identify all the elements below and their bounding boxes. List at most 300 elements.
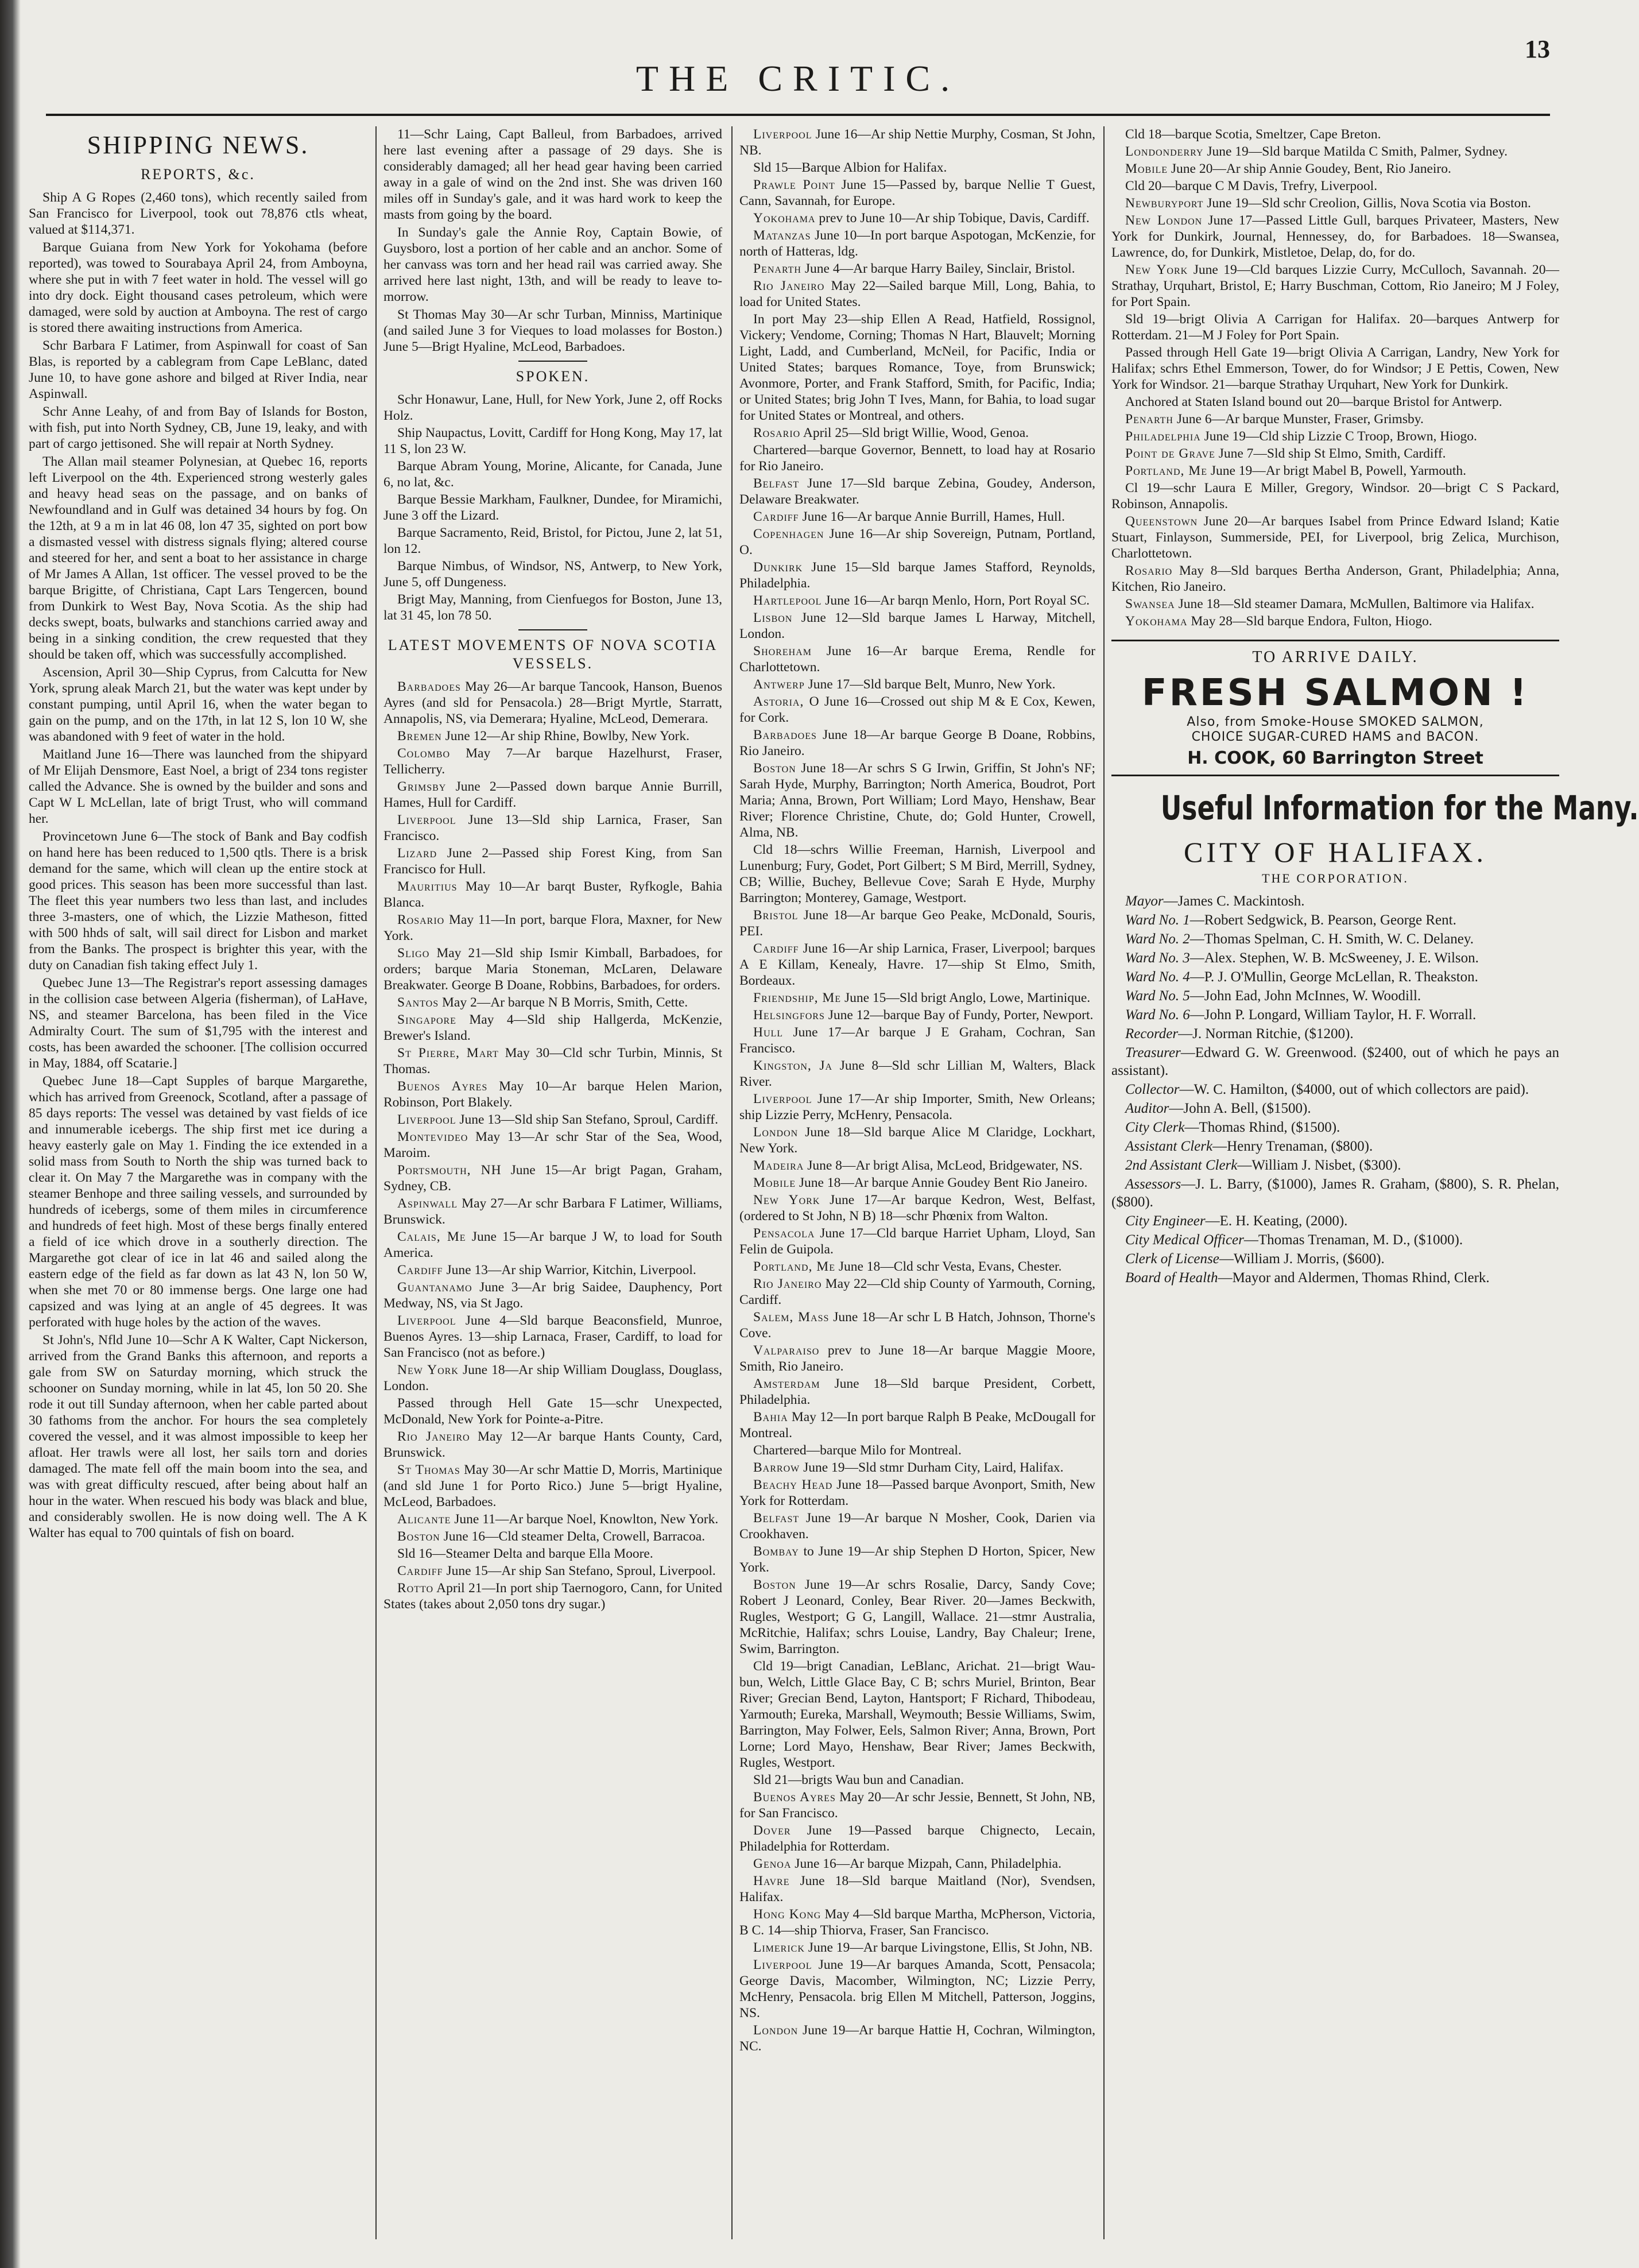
movement-entry xyxy=(383,812,722,844)
movement-entry xyxy=(1111,446,1559,462)
movement-text: May 4—Sld barque Martha, McPherson, Victoria, B C. 14—ship Thiorva, Fraser, San Francisco. xyxy=(739,1907,1095,1938)
movement-entry xyxy=(739,1007,1095,1023)
port-name: St Thomas xyxy=(397,1462,460,1477)
official-name: —William J. Nisbet, ($300). xyxy=(1237,1158,1401,1173)
movement-entry xyxy=(739,1658,1095,1771)
movement-entry xyxy=(383,1078,722,1110)
movement-text: Cld 18—schrs Willie Freeman, Harnish, Liverpool and Lunenburg; Fury, Godet, Port Gilbert; S M Bird, Merrill, Sydney, CB; Willie, Buchey, Bellevue Cove; Sarah E Hyde, Murphy Barrington; Monterey, Gamage, Westport. xyxy=(739,842,1095,905)
port-name: Yokohama xyxy=(753,211,816,226)
section-divider xyxy=(518,361,587,362)
movement-text: June 16—Ar ship Nettie Murphy, Cosman, St John, NB. xyxy=(739,127,1095,158)
report-paragraph: In Sunday's gale the Annie Roy, Captain Bowie, of Guysboro, lost a portion of her cable and an anchor. Some of her canvass was torn and her head rail was carried away. She arrived here last night, 13th, and will be ready to leave to-morrow. xyxy=(383,225,722,304)
movement-text: June 18—Passed barque Avonport, Smith, New York for Rotterdam. xyxy=(739,1477,1095,1508)
movement-text: Cld 20—barque C M Davis, Trefry, Liverpool. xyxy=(1125,179,1378,193)
movement-entry xyxy=(383,878,722,911)
port-name: Barrow xyxy=(753,1460,800,1475)
movement-text: June 3—Ar brig Saidee, Dauphency, Port Medway, NS, via St Jago. xyxy=(383,1280,723,1311)
port-name: Rio Janeiro xyxy=(753,1276,822,1291)
movement-text: June 18—Sld barque President, Corbett, Philadelphia. xyxy=(739,1376,1095,1407)
movement-entry xyxy=(739,1158,1095,1174)
movement-entry xyxy=(739,475,1095,508)
spoken-entry: Barque Nimbus, of Windsor, NS, Antwerp, to New York, June 5, off Dungeness. xyxy=(383,559,722,590)
movement-entry xyxy=(1111,195,1559,211)
movement-entry xyxy=(383,1229,722,1261)
movement-text: June 16—Ar ship Sovereign, Putnam, Portland, O. xyxy=(739,527,1096,558)
movement-text: June 15—Sld brigt Anglo, Lowe, Martinique. xyxy=(844,990,1091,1005)
port-name: New London xyxy=(1125,213,1203,228)
spoken-entry: Ship Naupactus, Lovitt, Cardiff for Hong Kong, May 17, lat 11 S, lon 23 W. xyxy=(383,425,722,456)
movement-entry xyxy=(1111,394,1559,410)
ad-header: TO ARRIVE DAILY. xyxy=(1252,648,1419,666)
movement-entry xyxy=(739,1772,1095,1788)
port-name: Rosario xyxy=(753,425,801,440)
port-name: Colombo xyxy=(397,746,451,761)
column-rule xyxy=(375,126,377,2239)
movement-text: June 19—Ar barque Livingstone, Ellis, St John, NB. xyxy=(808,1940,1093,1955)
movement-entry xyxy=(383,1045,722,1077)
section-divider xyxy=(518,629,587,630)
movement-text: June 13—Ar ship Warrior, Kitchin, Liverpool. xyxy=(446,1263,696,1278)
movement-entry xyxy=(739,227,1095,260)
port-name: London xyxy=(753,1125,799,1140)
movement-entry xyxy=(383,1429,722,1461)
official-entry xyxy=(1111,1081,1559,1098)
movement-text: June 18—Sld steamer Damara, McMullen, Baltimore via Halifax. xyxy=(1178,597,1535,611)
movement-text: June 13—Sld ship San Stefano, Sproul, Cardiff. xyxy=(459,1112,718,1127)
movement-entry xyxy=(383,945,722,993)
movement-entry xyxy=(383,779,722,811)
port-name: Rio Janeiro xyxy=(753,278,825,293)
official-name: —Alex. Stephen, W. B. McSweeney, J. E. Wilson. xyxy=(1189,950,1479,966)
movement-entry xyxy=(383,1462,722,1510)
port-name: St Pierre, Mart xyxy=(397,1046,499,1061)
official-role: Assistant Clerk xyxy=(1125,1139,1213,1154)
movement-text: June 12—Sld barque James L Harway, Mitchell, London. xyxy=(739,610,1096,641)
official-name: —J. L. Barry, ($1000), James R. Graham, ($800), S. R. Phelan, ($800). xyxy=(1111,1176,1559,1210)
movement-entry xyxy=(739,1460,1095,1476)
port-name: Cardiff xyxy=(753,509,799,524)
column-3 xyxy=(739,126,1095,2239)
movement-entry xyxy=(739,278,1095,310)
official-role: City Clerk xyxy=(1125,1120,1185,1135)
official-role: Ward No. 1 xyxy=(1125,912,1190,928)
movement-text: June 19—Sld schr Creolion, Gillis, Nova Scotia via Boston. xyxy=(1207,196,1531,211)
port-name: Boston xyxy=(397,1529,440,1544)
port-name: Rosario xyxy=(1125,563,1173,578)
report-paragraph: Ascension, April 30—Ship Cyprus, from Calcutta for New York, sprung aleak March 21, but the water was kept under by constant pumping, until April 16, when the water began to gain on the pump, and on the 17th, in lat 12 S, lon 10 W, she was abandoned with 9 feet of water in the hold. xyxy=(29,665,367,744)
spoken-entry: Barque Abram Young, Morine, Alicante, for Canada, June 6, no lat, &c. xyxy=(383,459,722,490)
movement-entry xyxy=(739,509,1095,525)
movement-entry xyxy=(739,1024,1095,1056)
official-entry xyxy=(1111,930,1559,948)
official-name: —John A. Bell, ($1500). xyxy=(1169,1101,1311,1116)
movement-entry xyxy=(739,210,1095,226)
movement-entry xyxy=(739,1276,1095,1308)
movement-entry xyxy=(739,694,1095,726)
movements-list xyxy=(383,679,722,1612)
port-name: Pensacola xyxy=(753,1226,815,1241)
port-name: Lisbon xyxy=(753,610,793,625)
port-name: Bremen xyxy=(397,729,442,744)
movement-text: Sld 16—Steamer Delta and barque Ella Moore. xyxy=(397,1546,653,1561)
movement-text: June 17—Sld barque Zebina, Goudey, Anderson, Delaware Breakwater. xyxy=(739,476,1095,507)
official-role: Treasurer xyxy=(1125,1045,1181,1061)
corporation-header: THE CORPORATION. xyxy=(1262,871,1409,885)
movement-entry xyxy=(739,1058,1095,1090)
movement-entry xyxy=(383,1395,722,1427)
movement-entry xyxy=(383,1012,722,1044)
movement-text: May 8—Sld barques Bertha Anderson, Grant, Philadelphia; Anna, Kitchen, Rio Janeiro. xyxy=(1111,563,1560,594)
port-name: Rotto xyxy=(397,1581,434,1596)
movement-entry xyxy=(739,593,1095,609)
port-name: Bombay xyxy=(753,1544,799,1559)
movement-entry xyxy=(739,261,1095,277)
movement-text: June 16—Crossed out ship M & E Cox, Kewen, for Cork. xyxy=(739,694,1096,725)
official-entry xyxy=(1111,1100,1559,1117)
movement-entry xyxy=(739,1543,1095,1576)
movement-entry xyxy=(739,1906,1095,1938)
port-name: Liverpool xyxy=(753,1092,812,1106)
port-name: Genoa xyxy=(753,1856,792,1871)
movement-text: June 19—Ar schrs Rosalie, Darcy, Sandy Cove; Robert J Leonard, Conley, Bear River. 20—James Beckwith, Rugles, Westport; G G, Langill, Wallace. 21—stmr Australia, McRitchie, Halifax; schrs Louise, Landry, Bay Chaleur; Irene, Swim, Barrington. xyxy=(739,1577,1095,1657)
official-role: Auditor xyxy=(1125,1101,1169,1116)
port-name: Singapore xyxy=(397,1012,456,1027)
report-paragraph: St John's, Nfld June 10—Schr A K Walter, Capt Nickerson, arrived from the Grand Banks this afternoon, and reports a gale from SW on Saturday morning, which struck the schooner on Sunday morning, while in lat 45, lon 50 20. She rode it out till Sunday afternoon, when her cable parted about 30 fathoms from the anchor. For hours the sea completely covered the vessel, and it was almost impossible to keep her afloat. Her trawls were all lost, her sails torn and dories damaged. The mate fell off the main boom into the sea, and was with great difficulty rescued, after being about half an hour in the water. When rescued his body was black and blue, and considerably swollen. He is now doing well. The A K Walter has equal to 700 quintals of fish on board. xyxy=(29,1333,367,1541)
movement-text: June 15—Sld barque James Stafford, Reynolds, Philadelphia. xyxy=(739,560,1095,591)
port-name: New York xyxy=(397,1363,459,1377)
movement-entry xyxy=(1111,161,1559,177)
official-name: —Robert Sedgwick, B. Pearson, George Rent. xyxy=(1189,912,1456,928)
movement-text: June 15—Ar ship San Stefano, Sproul, Liverpool. xyxy=(446,1563,716,1578)
movement-text: Anchored at Staten Island bound out 20—barque Bristol for Antwerp. xyxy=(1125,394,1502,409)
ad-title: FRESH SALMON ! xyxy=(1141,672,1529,714)
port-name: Cardiff xyxy=(397,1263,443,1278)
report-paragraph: The Allan mail steamer Polynesian, at Quebec 16, reports left Liverpool on the 4th. Experienced strong westerly gales and heavy head seas on the passage, and on banks of Newfoundland and in Gulf was detained 34 hours by fog. On the 12th, at 9 a m in lat 46 08, lon 47 35, sighted on port bow a dismasted vessel with distress signals flying; altered course and steered for her, and sent a boat to her assistance in charge of Mr James A Allan, 1st officer. The vessel proved to be the barque Brigitte, of Christiana, Capt Lars Tengercen, bound from Dunkirk to West Bay, Nova Scotia. As the ship had decks swept, boats, bulwarks and stanchions carried away and being in a sinking condition, the crew requested that they should be taken off, which was successfully accomplished. xyxy=(29,454,367,662)
movement-entry xyxy=(383,1511,722,1527)
movement-text: June 18—Ar schr L B Hatch, Johnson, Thorne's Cove. xyxy=(739,1310,1095,1341)
official-role: City Engineer xyxy=(1125,1213,1206,1229)
movement-entry xyxy=(1111,513,1559,562)
movement-entry xyxy=(739,727,1095,759)
movement-text: April 21—In port ship Taernogoro, Cann, for United States (takes about 2,050 tons dry sugar.) xyxy=(383,1581,722,1612)
movement-entry xyxy=(383,1112,722,1128)
movements-heading: LATEST MOVEMENTS OF NOVA SCOTIA VESSELS. xyxy=(388,637,718,672)
port-name: Beachy Head xyxy=(753,1477,833,1492)
movement-entry xyxy=(1111,212,1559,261)
official-name: —P. J. O'Mullin, George McLellan, R. Theakston. xyxy=(1189,969,1478,985)
port-name: Guantanamo xyxy=(397,1280,472,1295)
port-name: Bristol xyxy=(753,908,799,923)
movement-entry xyxy=(1111,463,1559,479)
port-name: Liverpool xyxy=(753,1957,812,1972)
port-name: Mobile xyxy=(1125,161,1168,176)
official-name: —James C. Mackintosh. xyxy=(1163,893,1305,909)
movement-entry xyxy=(739,177,1095,209)
port-name: Swansea xyxy=(1125,597,1175,611)
official-entry xyxy=(1111,1269,1559,1287)
movement-entry xyxy=(383,728,722,744)
spoken-entry: Barque Sacramento, Reid, Bristol, for Pictou, June 2, lat 51, lon 12. xyxy=(383,525,722,556)
movement-text: June 16—Ar barque Mizpah, Cann, Philadelphia. xyxy=(795,1856,1061,1871)
port-name: Boston xyxy=(753,761,796,776)
movement-entry xyxy=(739,676,1095,692)
movement-entry xyxy=(739,1873,1095,1905)
report-paragraph: Ship A G Ropes (2,460 tons), which recently sailed from San Francisco for Liverpool, took out 78,876 ctls wheat, valued at $114,371. xyxy=(29,190,367,237)
movement-entry xyxy=(739,643,1095,675)
port-name: Helsingfors xyxy=(753,1008,825,1023)
port-name: Philadelphia xyxy=(1125,429,1201,444)
column-rule xyxy=(1103,126,1105,2239)
official-entry xyxy=(1111,1006,1559,1024)
movement-entry xyxy=(383,1362,722,1394)
page-number: 13 xyxy=(1525,35,1550,63)
movement-entry xyxy=(739,760,1095,841)
movement-entry xyxy=(739,907,1095,939)
movement-entry xyxy=(1111,428,1559,444)
movement-entry xyxy=(383,912,722,944)
port-name: Bahia xyxy=(753,1410,788,1425)
movement-entry xyxy=(739,1822,1095,1855)
port-name: Sligo xyxy=(397,946,430,961)
port-name: Buenos Ayres xyxy=(397,1079,488,1094)
movement-text: June 19—Passed barque Chignecto, Lecain, Philadelphia for Rotterdam. xyxy=(739,1823,1095,1854)
movement-entry xyxy=(739,1091,1095,1123)
port-name: Liverpool xyxy=(397,812,456,827)
port-name: Belfast xyxy=(753,1511,800,1526)
movement-text: June 17—Passed Little Gull, barques Privateer, Masters, New York for Dunkirk, Journal, Hennessey, do, for Barbadoes. 18—Swansea, Lawrence, do, for Dunkirk, Mistletoe, Delap, do, for do. xyxy=(1111,213,1560,260)
port-name: Boston xyxy=(753,1577,796,1592)
official-entry xyxy=(1111,949,1559,967)
port-name: Calais, Me xyxy=(397,1229,466,1244)
official-entry xyxy=(1111,1118,1559,1136)
port-name: Mobile xyxy=(753,1175,796,1190)
port-name: Friendship, Me xyxy=(753,990,842,1005)
movement-text: May 12—In port barque Ralph B Peake, McDougall for Montreal. xyxy=(739,1410,1095,1441)
port-name: Madeira xyxy=(753,1158,804,1173)
port-name: Hong Kong xyxy=(753,1907,822,1922)
movement-entry xyxy=(739,1856,1095,1872)
report-paragraph: Quebec June 18—Capt Supples of barque Margarethe, which has arrived from Greenock, Scotland, after a passage of 85 days reports: The vessel was detained by vast fields of ice and innumerable icebergs. The ship first met ice during a heavy easterly gale on May 1. Finding the ice extended in a solid mass from South to North the ship was turned back to clear it. On May 7 the Margarethe was in company with the steamer Benhope and three sailing vessels, and surrounded by hundreds of icebergs, some of them miles in circumference and hundreds of feet high. Most of these bergs finally entered a field of ice which drove in a southerly direction. The Margarethe got clear of ice in lat 46 and sailed along the eastern edge of the field as far down as lat 43 N, lon 50 W, when she met 70 or 80 immense bergs. One large one had capsized and was lying at an angle of 45 degrees. It was perforated with huge holes by the action of the waves. xyxy=(29,1074,367,1330)
port-name: Antwerp xyxy=(753,677,805,692)
movement-entry xyxy=(1111,613,1559,629)
movement-entry xyxy=(739,990,1095,1006)
official-name: —E. H. Keating, (2000). xyxy=(1205,1213,1348,1229)
movement-text: June 19—Ar barques Amanda, Scott, Pensacola; George Davis, Macomber, Wilmington, NC; Lizzie Perry, McHenry, Pensacola. brig Ellen M Mitchell, Patterson, Joggins, NS. xyxy=(739,1957,1096,2021)
official-entry xyxy=(1111,1250,1559,1268)
movement-entry xyxy=(739,1409,1095,1441)
movement-entry xyxy=(1111,345,1559,393)
port-name: Yokohama xyxy=(1125,614,1188,629)
movement-text: May 11—In port, barque Flora, Maxner, for New York. xyxy=(383,912,723,943)
column-2 xyxy=(383,126,722,2239)
port-name: Liverpool xyxy=(397,1112,456,1127)
port-name: Liverpool xyxy=(397,1313,456,1328)
movement-text: June 18—Ar schrs S G Irwin, Griffin, St John's NF; Sarah Hyde, Murphy, Barrington; North America, Boudrot, Port Maria; Anna, Brown, Port William; Lord Mayo, Henshaw, Bear River; Florence Christine, Chute, do; Gold Hunter, Crowell, Alma, NB. xyxy=(739,761,1096,840)
port-name: Portsmouth, NH xyxy=(397,1163,502,1178)
port-name: Rio Janeiro xyxy=(397,1429,470,1444)
movement-entry xyxy=(739,1259,1095,1275)
movement-entry xyxy=(383,1129,722,1161)
movement-text: June 17—Sld barque Belt, Munro, New York. xyxy=(808,677,1056,692)
movement-entry xyxy=(383,1262,722,1278)
column-rule xyxy=(731,126,733,2239)
movement-entry xyxy=(739,1175,1095,1191)
port-name: Aspinwall xyxy=(397,1196,458,1211)
movement-text: June 18—Ar barque George B Doane, Robbins, Rio Janeiro. xyxy=(739,727,1095,758)
reports-heading: REPORTS, &c. xyxy=(141,166,255,183)
movements-list-continued xyxy=(739,126,1095,2054)
column-1 xyxy=(29,126,367,2239)
movement-text: June 8—Sld schr Lillian M, Walters, Black River. xyxy=(739,1058,1095,1089)
movement-entry xyxy=(383,1195,722,1228)
movement-text: June 2—Passed ship Forest King, from San Francisco for Hull. xyxy=(383,846,722,877)
port-name: Barbadoes xyxy=(753,727,817,742)
official-role: Ward No. 5 xyxy=(1125,988,1190,1004)
movement-entry xyxy=(383,1279,722,1311)
movement-text: June 19—Ar barque N Mosher, Cook, Darien via Crookhaven. xyxy=(739,1511,1095,1542)
movement-entry xyxy=(739,1124,1095,1156)
movement-text: Passed through Hell Gate 15—schr Unexpected, McDonald, New York for Pointe-a-Pitre. xyxy=(383,1396,722,1427)
movement-entry xyxy=(739,1342,1095,1375)
report-paragraph: Provincetown June 6—The stock of Bank and Bay codfish on hand here has been reduced to 1,500 qtls. There is a brisk demand for the same, which will clean up the entire stock at good prices. This season has been more successful than last. The fleet this year numbers two less than last, and includes three 3-masters, one of which, the Lizzie Matheson, fitted with 500 hhds of salt, will sail direct for Lisbon and market from the Banks. The prospect is brighter this year, with the duty on Canadian fish taking effect July 1. xyxy=(29,829,367,973)
movement-text: June 20—Ar ship Annie Goudey, Bent, Rio Janeiro. xyxy=(1171,161,1451,176)
movement-text: June 19—Ar brigt Mabel B, Powell, Yarmouth. xyxy=(1210,463,1467,478)
port-name: Liverpool xyxy=(753,127,812,142)
movement-text: June 19—Sld stmr Durham City, Laird, Halifax. xyxy=(803,1460,1064,1475)
movement-text: May 28—Sld barque Endora, Fulton, Hiogo. xyxy=(1191,614,1432,629)
official-name: —Thomas Spelman, C. H. Smith, W. C. Delaney. xyxy=(1189,931,1474,947)
movement-text: prev to June 10—Ar ship Tobique, Davis, Cardiff. xyxy=(819,211,1090,226)
movement-entry xyxy=(739,610,1095,642)
official-name: —J. Norman Ritchie, ($1200). xyxy=(1178,1026,1354,1042)
movement-entry xyxy=(1111,144,1559,160)
movement-entry xyxy=(383,1162,722,1194)
reports-list-continued xyxy=(383,126,722,355)
movement-entry xyxy=(1111,596,1559,612)
port-name: Cardiff xyxy=(397,1563,443,1578)
movement-text: May 13—Ar schr Star of the Sea, Wood, Maroim. xyxy=(383,1129,723,1160)
port-name: Astoria, O xyxy=(753,694,820,709)
movement-entry xyxy=(1111,311,1559,343)
official-role: Recorder xyxy=(1125,1026,1179,1042)
movement-text: May 7—Ar barque Hazelhurst, Fraser, Tellicherry. xyxy=(383,746,723,777)
movement-text: June 18—Ar ship William Douglass, Douglass, London. xyxy=(383,1363,722,1394)
section-title-shipping-news: SHIPPING NEWS. xyxy=(87,131,309,159)
movement-entry xyxy=(739,126,1095,158)
masthead xyxy=(46,34,1550,121)
official-role: 2nd Assistant Clerk xyxy=(1125,1158,1238,1173)
movement-entry xyxy=(1111,411,1559,427)
port-name: Santos xyxy=(397,995,439,1010)
official-name: —William J. Morris, ($600). xyxy=(1219,1251,1385,1267)
movement-entry xyxy=(739,1957,1095,2021)
column-4 xyxy=(1111,126,1639,2239)
port-name: New York xyxy=(753,1193,820,1207)
official-name: —W. C. Hamilton, ($4000, out of which collectors are paid). xyxy=(1179,1082,1529,1097)
movement-text: June 16—Ar barque Erema, Rendle for Charlottetown. xyxy=(739,644,1095,675)
movement-text: Sld 19—brigt Olivia A Carrigan for Halifax. 20—barques Antwerp for Rotterdam. 21—M J Foley for Port Spain. xyxy=(1111,312,1559,343)
port-name: Copenhagen xyxy=(753,527,824,541)
movement-entry xyxy=(383,1563,722,1579)
movement-text: Cld 18—barque Scotia, Smeltzer, Cape Breton. xyxy=(1125,127,1381,142)
official-role: Collector xyxy=(1125,1082,1180,1097)
movement-text: Cld 19—brigt Canadian, LeBlanc, Arichat. 21—brigt Wau-bun, Welch, Little Glace Bay, C B; schrs Muriel, Brinton, Bear River; Grecian Bend, Layton, Hantsport; F Richard, Thibodeau, Yarmouth; Eureka, Marshall, Weymouth; Bessie Williams, Swim, Barrington, May Folwer, Eels, Salmon River; Anna, Brown, Port Lorne; Lord Mayo, Henshaw, Bear River; James Beckwith, Rugles, Westport. xyxy=(739,1659,1095,1770)
official-role: Clerk of License xyxy=(1125,1251,1219,1267)
port-name: Point de Grave xyxy=(1125,446,1215,461)
official-entry xyxy=(1111,1231,1559,1249)
port-name: Grimsby xyxy=(397,779,447,794)
movement-text: April 25—Sld brigt Willie, Wood, Genoa. xyxy=(803,425,1029,440)
spoken-entry: Barque Bessie Markham, Faulkner, Dundee, for Miramichi, June 3 off the Lizard. xyxy=(383,492,722,523)
official-name: —Thomas Rhind, ($1500). xyxy=(1184,1120,1340,1135)
port-name: Alicante xyxy=(397,1512,451,1527)
movement-text: May 10—Ar barqt Buster, Ryfkogle, Bahia Blanca. xyxy=(383,879,723,910)
movement-text: May 30—Cld schr Turbin, Minnis, St Thomas. xyxy=(383,1046,722,1077)
movement-text: Cl 19—schr Laura E Miller, Gregory, Windsor. 20—brigt C S Packard, Robinson, Annapolis. xyxy=(1111,481,1559,512)
official-name: —John P. Longard, William Taylor, H. F. Worrall. xyxy=(1189,1007,1477,1023)
official-name: —Henry Trenaman, ($800). xyxy=(1212,1139,1373,1154)
spoken-entry: Schr Honawur, Lane, Hull, for New York, June 2, off Rocks Holz. xyxy=(383,392,722,423)
port-name: Dunkirk xyxy=(753,560,803,575)
movement-text: In port May 23—ship Ellen A Read, Hatfield, Rossignol, Vickery; Vendome, Corning; Thomas N Hart, Blauvelt; Morning Light, Ladd, and Cumberland, McNeil, for Pacific, India or United States; barques Romance, Toye, from Brunswick; Avonmore, Porter, and Frank Stafford, Smith, for Pacific, India; or United States; brig John T Ives, Mann, for Bahia, to load sugar for United States or Montreal, and others. xyxy=(739,312,1095,423)
official-name: —John Ead, John McInnes, W. Woodill. xyxy=(1189,988,1421,1004)
port-name: Mauritius xyxy=(397,879,458,894)
official-name: —Edward G. W. Greenwood. ($2400, out of which he pays an assistant). xyxy=(1111,1045,1559,1078)
port-name: Havre xyxy=(753,1874,790,1888)
official-name: —Mayor and Aldermen, Thomas Rhind, Clerk. xyxy=(1218,1270,1490,1286)
movement-text: June 17—Cld barque Harriet Upham, Lloyd, San Felin de Guipola. xyxy=(739,1226,1095,1257)
port-name: Shoreham xyxy=(753,644,812,659)
movement-entry xyxy=(739,425,1095,441)
report-paragraph: Quebec June 13—The Registrar's report assessing damages in the collision case between Algeria (fisherman), of LaHave, NS, and steamer Barcelona, has been filed in the Vice Admiralty Court. The sum of $1,795 with the interest and costs, has been awarded the schooner. [The collision occurred in May, 1884, off Scatarie.] xyxy=(29,976,367,1071)
movement-entry xyxy=(739,1376,1095,1408)
port-name: Kingston, Ja xyxy=(753,1058,833,1073)
movement-text: Passed through Hell Gate 19—brigt Olivia A Carrigan, Landry, New York for Halifax; schrs Ethel Emmerson, Tower, do for Windsor; J E Pettis, Cowen, New York for Windsor. 21—barque Strathay Urquhart, New York for Dunkirk. xyxy=(1111,345,1559,392)
ad-merchant: H. COOK, 60 Barrington Street xyxy=(1187,748,1483,768)
port-name: Hartlepool xyxy=(753,593,822,608)
movement-text: June 16—Ar barque Annie Burrill, Hames, Hull. xyxy=(802,509,1065,524)
port-name: Rosario xyxy=(397,912,445,927)
movement-entry xyxy=(739,1192,1095,1224)
port-name: Salem, Mass xyxy=(753,1310,830,1325)
movement-text: Sld 15—Barque Albion for Halifax. xyxy=(753,160,947,175)
movement-text: June 18—Ar barque Geo Peake, McDonald, Souris, PEI. xyxy=(739,908,1096,939)
movement-entry xyxy=(383,1528,722,1545)
useful-information-title: Useful Information for the Many. xyxy=(1160,788,1639,827)
movement-text: May 21—Sld ship Ismir Kimball, Barbadoes, for orders; barque Maria Stoneman, McLaren, Delaware Breakwater. George B Doane, Robbins, Barbadoes, for orders. xyxy=(383,946,723,993)
spoken-list xyxy=(383,392,722,624)
movement-entry xyxy=(739,1309,1095,1341)
movement-text: June 18—Sld barque Alice M Claridge, Lockhart, New York. xyxy=(739,1125,1095,1156)
city-title: CITY OF HALIFAX. xyxy=(1184,836,1487,868)
port-name: London xyxy=(753,2023,799,2038)
movement-entry xyxy=(739,1510,1095,1542)
port-name: Limerick xyxy=(753,1940,805,1955)
salmon-advertisement xyxy=(1111,640,1559,776)
movement-text: June 12—barque Bay of Fundy, Porter, Newport. xyxy=(828,1008,1094,1023)
port-name: New York xyxy=(1125,262,1188,277)
port-name: Portland, Me xyxy=(753,1259,835,1274)
official-role: Assessors xyxy=(1125,1176,1181,1192)
movement-text: June 12—Ar ship Rhine, Bowlby, New York. xyxy=(445,729,689,744)
port-name: Cardiff xyxy=(753,941,799,956)
movement-text: Sld 21—brigts Wau bun and Canadian. xyxy=(753,1772,964,1787)
movement-text: June 16—Cld steamer Delta, Crowell, Barracoa. xyxy=(443,1529,706,1544)
port-name: Queenstown xyxy=(1125,514,1198,529)
port-name: Newburyport xyxy=(1125,196,1204,211)
movement-text: May 30—Ar schr Mattie D, Morris, Martinique (and sld June 1 for Porto Rico.) June 5—brigt Hyaline, McLeod, Barbadoes. xyxy=(383,1462,723,1510)
movements-list-continued xyxy=(1111,126,1559,629)
